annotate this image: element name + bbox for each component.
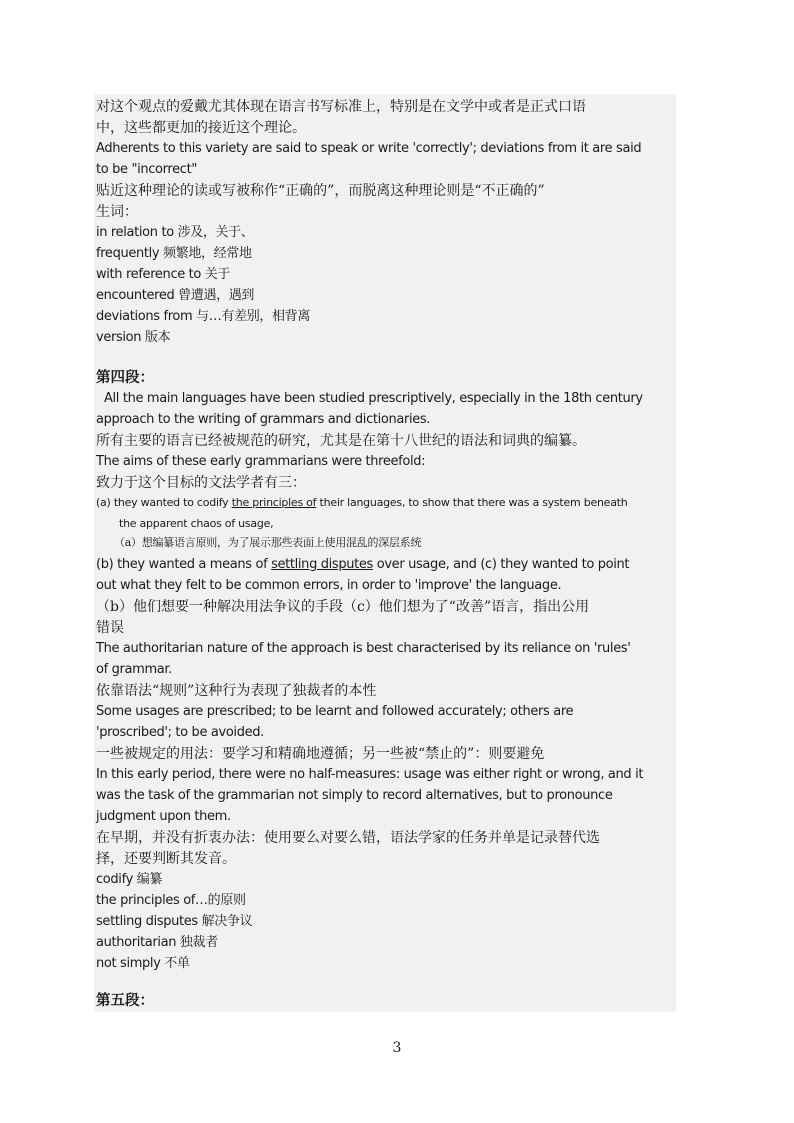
vocab-item: version 版本	[96, 330, 171, 345]
text-line: （a）想编纂语言原则，为了展示那些表面上使用混乱的深层系统	[114, 536, 422, 549]
text-line: 择，还要判断其发音。	[96, 851, 236, 867]
vocab-item: not simply 不单	[96, 956, 190, 971]
text-line: judgment upon them.	[96, 809, 231, 824]
text-line: out what they felt to be common errors, in order to 'improve' the language.	[96, 578, 562, 593]
section-heading: 第五段：	[96, 992, 154, 1009]
underlined-term: the principles of	[231, 496, 317, 509]
text-line: 'proscribed'; to be avoided.	[96, 725, 264, 740]
text-line: The aims of these early grammarians were threefold:	[96, 454, 426, 469]
text-run: (a) they wanted to codify	[96, 496, 232, 509]
text-line: 错误	[96, 620, 124, 636]
text-line: approach to the writing of grammars and dictionaries.	[96, 412, 431, 427]
text-line	[96, 558, 629, 571]
text-line	[96, 497, 627, 508]
text-line: The authoritarian nature of the approach is best characterised by its reliance on 'rules'	[96, 641, 631, 656]
vocab-item: in relation to 涉及，关于、	[96, 225, 254, 240]
underlined-term: settling disputes	[271, 557, 373, 572]
text-line: Adherents to this variety are said to speak or write 'correctly'; deviations from it are said	[96, 141, 642, 156]
text-line: All the main languages have been studied prescriptively, especially in the 18th century	[104, 391, 643, 406]
text-run: (b) they wanted a means of	[96, 557, 272, 572]
vocab-item: deviations from 与…有差别，相背离	[96, 309, 310, 324]
text-line: 所有主要的语言已经被规范的研究，尤其是在第十八世纪的语法和词典的编纂。	[96, 433, 586, 449]
text-line: 贴近这种理论的读或写被称作“正确的”，而脱离这种理论则是“不正确的”	[96, 183, 545, 199]
text-line: 依靠语法“规则”这种行为表现了独裁者的本性	[96, 683, 377, 699]
vocab-item: settling disputes 解决争议	[96, 914, 253, 929]
text-line: of grammar.	[96, 662, 172, 677]
text-line: the apparent chaos of usage,	[119, 517, 274, 530]
text-line: In this early period, there were no half-measures: usage was either right or wrong, and it	[96, 767, 644, 782]
text-line: （b）他们想要一种解决用法争议的手段（c）他们想为了“改善”语言，指出公用	[96, 599, 590, 615]
vocab-item: codify 编纂	[96, 872, 162, 887]
section-heading: 第四段：	[96, 369, 154, 386]
text-line: 中，这些都更加的接近这个理论。	[96, 120, 306, 136]
text-line: 生词：	[96, 204, 138, 220]
text-line: Some usages are prescribed; to be learnt and followed accurately; others are	[96, 704, 574, 719]
text-line: 致力于这个目标的文法学者有三：	[96, 475, 306, 491]
text-line: 对这个观点的爱戴尤其体现在语言书写标准上，特别是在文学中或者是正式口语	[96, 99, 586, 115]
text-line: 一些被规定的用法：要学习和精确地遵循；另一些被“禁止的”：则要避免	[96, 746, 545, 762]
vocab-item: frequently 频繁地，经常地	[96, 246, 252, 261]
text-line: to be "incorrect"	[96, 162, 197, 177]
vocab-item: with reference to 关于	[96, 267, 231, 282]
text-line: was the task of the grammarian not simply to record alternatives, but to pronounce	[96, 788, 613, 803]
text-run: their languages, to show that there was a system beneath	[316, 496, 628, 509]
vocab-item: encountered 曾遭遇，遇到	[96, 288, 255, 303]
vocab-item: authoritarian 独裁者	[96, 935, 218, 950]
text-line: 在早期，并没有折衷办法：使用要么对要么错，语法学家的任务并单是记录替代选	[96, 830, 600, 846]
page-number: 3	[392, 1040, 402, 1056]
vocab-item: the principles of…的原则	[96, 893, 246, 908]
text-run: over usage, and (c) they wanted to point	[372, 557, 630, 572]
text-body	[94, 94, 676, 1012]
